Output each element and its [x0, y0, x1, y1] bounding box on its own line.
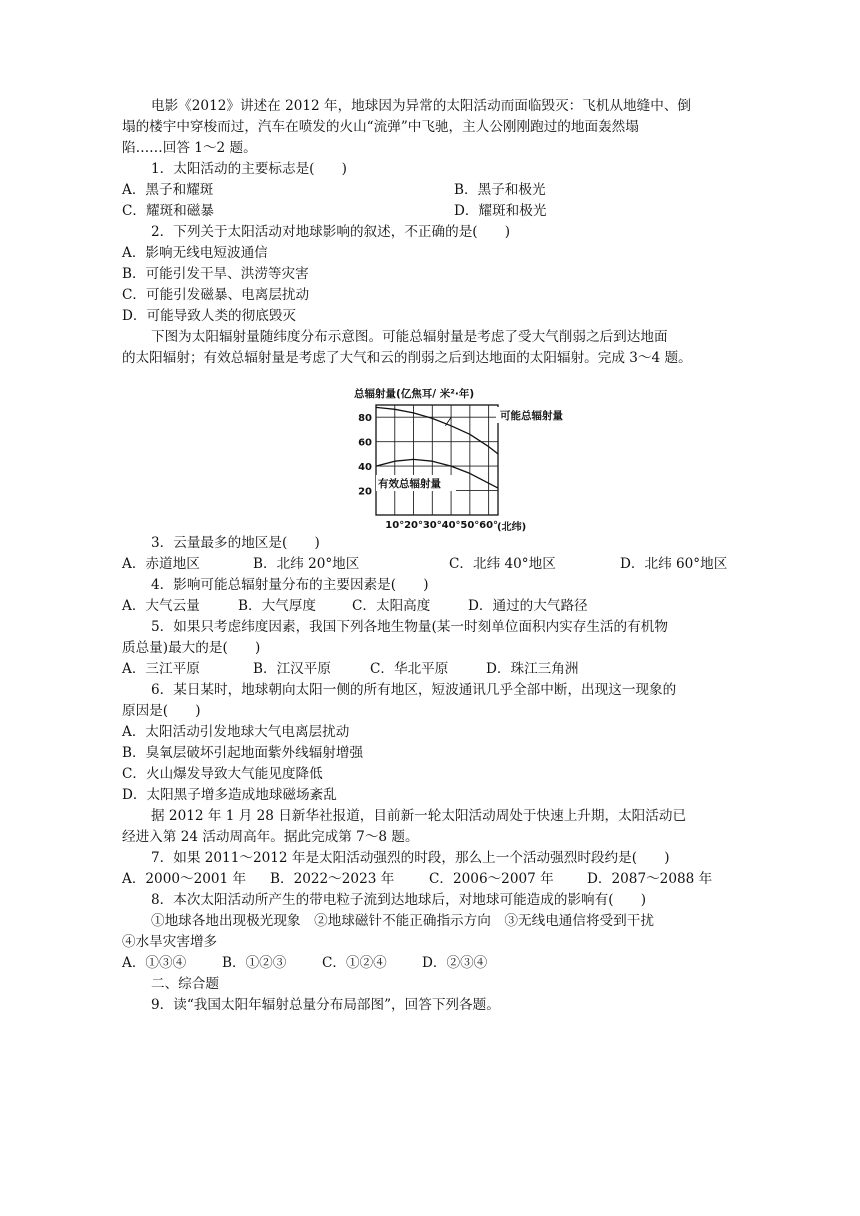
y-tick-label: 40	[358, 462, 372, 474]
x-tick-label: 60°	[479, 520, 499, 531]
q6-option-b: B．臭氧层破坏引起地面紫外线辐射增强	[122, 745, 364, 761]
q7-option-d: D．2087～2088 年	[587, 871, 713, 887]
chart-ylabel: 总辐射量(亿焦耳/ 米²·年)	[354, 388, 475, 400]
q7-option-c: C．2006～2007 年	[429, 871, 554, 887]
q1-option-b: B．黑子和极光	[454, 182, 546, 198]
q7-option-a: A．2000～2001 年	[122, 871, 247, 887]
x-tick-label: 50°	[460, 520, 480, 531]
q4-stem: 4．影响可能总辐射量分布的主要因素是( )	[151, 577, 429, 593]
q5-stem-line2: 质总量)最大的是( )	[122, 640, 261, 656]
q5-stem-line1: 5．如果只考虑纬度因素，我国下列各地生物量(某一时刻单位面积内实存生活的有机物	[151, 619, 668, 635]
intro2-line2: 的太阳辐射；有效总辐射量是考虑了大气和云的削弱之后到达地面的太阳辐射。完成 3～4 题。	[122, 350, 692, 366]
chart-grid	[376, 405, 498, 515]
q8-stem: 8．本次太阳活动所产生的带电粒子流到达地球后，对地球可能造成的影响有( )	[151, 892, 647, 908]
chart-xlabel: (北纬)	[497, 522, 527, 533]
q5-option-d: D．珠江三角洲	[486, 661, 579, 677]
q6-stem-line2: 原因是( )	[122, 703, 201, 719]
y-tick-label: 20	[358, 486, 372, 498]
intro1-line3: 陷……回答 1～2 题。	[122, 140, 257, 156]
q2-option-d: D．可能导致人类的彻底毁灭	[122, 308, 297, 324]
x-tick-label: 20°	[404, 520, 423, 531]
q6-option-a: A．太阳活动引发地球大气电离层扰动	[122, 724, 350, 740]
q9-stem: 9．读“我国太阳年辐射总量分布局部图”，回答下列各题。	[151, 997, 500, 1013]
q7-stem: 7．如果 2011～2012 年是太阳活动强烈的时段，那么上一个活动强烈时段约是( )	[151, 850, 670, 866]
radiation-latitude-chart	[352, 386, 563, 534]
q6-option-d: D．太阳黑子增多造成地球磁场紊乱	[122, 787, 337, 803]
q3-option-d: D．北纬 60°地区	[620, 556, 728, 572]
q5-option-a: A．三江平原	[122, 661, 200, 677]
chart-ticks	[358, 413, 498, 531]
q8-option-b: B．①②③	[222, 955, 287, 971]
q2-option-c: C．可能引发磁暴、电离层扰动	[122, 287, 310, 303]
x-tick-label: 30°	[422, 520, 442, 531]
q1-stem: 1．太阳活动的主要标志是( )	[151, 161, 347, 177]
q5-option-b: B．江汉平原	[253, 661, 331, 677]
q3-option-a: A．赤道地区	[122, 556, 200, 572]
q8-option-d: D．②③④	[422, 955, 488, 971]
x-tick-label: 10°	[385, 520, 405, 531]
q6-option-c: C．火山爆发导致大气能见度降低	[122, 766, 323, 782]
q2-option-a: A．影响无线电短波通信	[122, 245, 268, 261]
section-title-2: 二、综合题	[151, 976, 219, 992]
intro1-line1: 电影《2012》讲述在 2012 年，地球因为异常的太阳活动而面临毁灭：飞机从地缝中、倒	[151, 98, 692, 114]
q4-option-b: B．大气厚度	[238, 598, 316, 614]
intro3-line2: 经进入第 24 活动周高年。据此完成第 7～8 题。	[122, 829, 419, 845]
series-label-potential: 可能总辐射量	[500, 410, 563, 422]
q7-option-b: B．2022～2023 年	[270, 871, 395, 887]
series-line-potential	[376, 407, 498, 454]
q6-stem-line1: 6．某日某时，地球朝向太阳一侧的所有地区，短波通讯几乎全部中断，出现这一现象的	[151, 682, 677, 698]
q4-option-a: A．大气云量	[122, 598, 200, 614]
q8-statements-line2: ④水旱灾害增多	[122, 934, 218, 950]
q1-option-c: C．耀斑和磁暴	[122, 203, 214, 219]
plot-frame	[376, 405, 498, 515]
q1-option-a: A．黑子和耀斑	[122, 182, 214, 198]
q2-stem: 2．下列关于太阳活动对地球影响的叙述，不正确的是( )	[151, 224, 511, 240]
series-label-effective: 有效总辐射量	[378, 478, 441, 490]
q8-statements-line1: ①地球各地出现极光现象 ②地球磁针不能正确指示方向 ③无线电通信将受到干扰	[151, 913, 654, 929]
intro3-line1: 据 2012 年 1 月 28 日新华社报道，目前新一轮太阳活动周处于快速上升期，太阳活动已	[151, 808, 687, 824]
x-tick-label: 40°	[441, 520, 461, 531]
q3-stem: 3．云量最多的地区是( )	[151, 535, 320, 551]
q8-option-a: A．①③④	[122, 955, 187, 971]
q3-option-c: C．北纬 40°地区	[449, 556, 556, 572]
intro1-line2: 塌的楼宇中穿梭而过，汽车在喷发的火山“流弹”中飞驰，主人公刚刚跑过的地面轰然塌	[122, 119, 639, 135]
q1-option-d: D．耀斑和极光	[454, 203, 547, 219]
y-tick-label: 80	[358, 413, 372, 425]
q4-option-c: C．太阳高度	[352, 598, 431, 614]
q5-option-c: C．华北平原	[370, 661, 449, 677]
intro2-line1: 下图为太阳辐射量随纬度分布示意图。可能总辐射量是考虑了受大气削弱之后到达地面	[151, 329, 668, 345]
q2-option-b: B．可能引发干旱、洪涝等灾害	[122, 266, 309, 282]
q4-option-d: D．通过的大气路径	[468, 598, 588, 614]
q8-option-c: C．①②④	[322, 955, 387, 971]
y-tick-label: 60	[358, 437, 372, 449]
q3-option-b: B．北纬 20°地区	[253, 556, 360, 572]
